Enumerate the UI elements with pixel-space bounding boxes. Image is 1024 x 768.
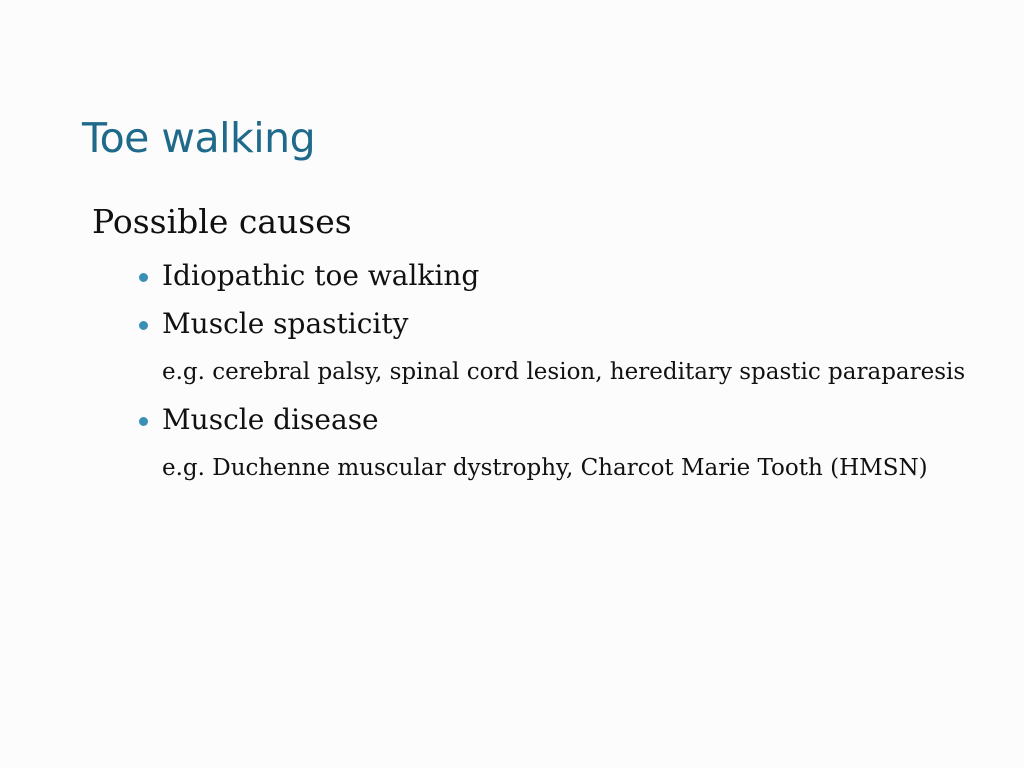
item-label: Idiopathic toe walking: [162, 259, 480, 292]
list-item: [92, 396, 1012, 492]
item-label: Muscle disease: [162, 403, 379, 436]
item-example: e.g. Duchenne muscular dystrophy, Charcot Marie Tooth (HMSN): [162, 455, 928, 481]
list-item: [92, 252, 1012, 300]
list-item: [92, 300, 1012, 396]
item-example: e.g. cerebral palsy, spinal cord lesion, hereditary spastic paraparesis: [162, 359, 966, 385]
cause-list: [92, 252, 1012, 492]
content-heading: Possible causes: [92, 202, 352, 241]
bullet-icon: [139, 417, 148, 426]
slide-content: [92, 200, 1012, 492]
bullet-icon: [139, 321, 148, 330]
item-label: Muscle spasticity: [162, 307, 409, 340]
slide-title: Toe walking: [82, 114, 316, 162]
bullet-icon: [139, 273, 148, 282]
